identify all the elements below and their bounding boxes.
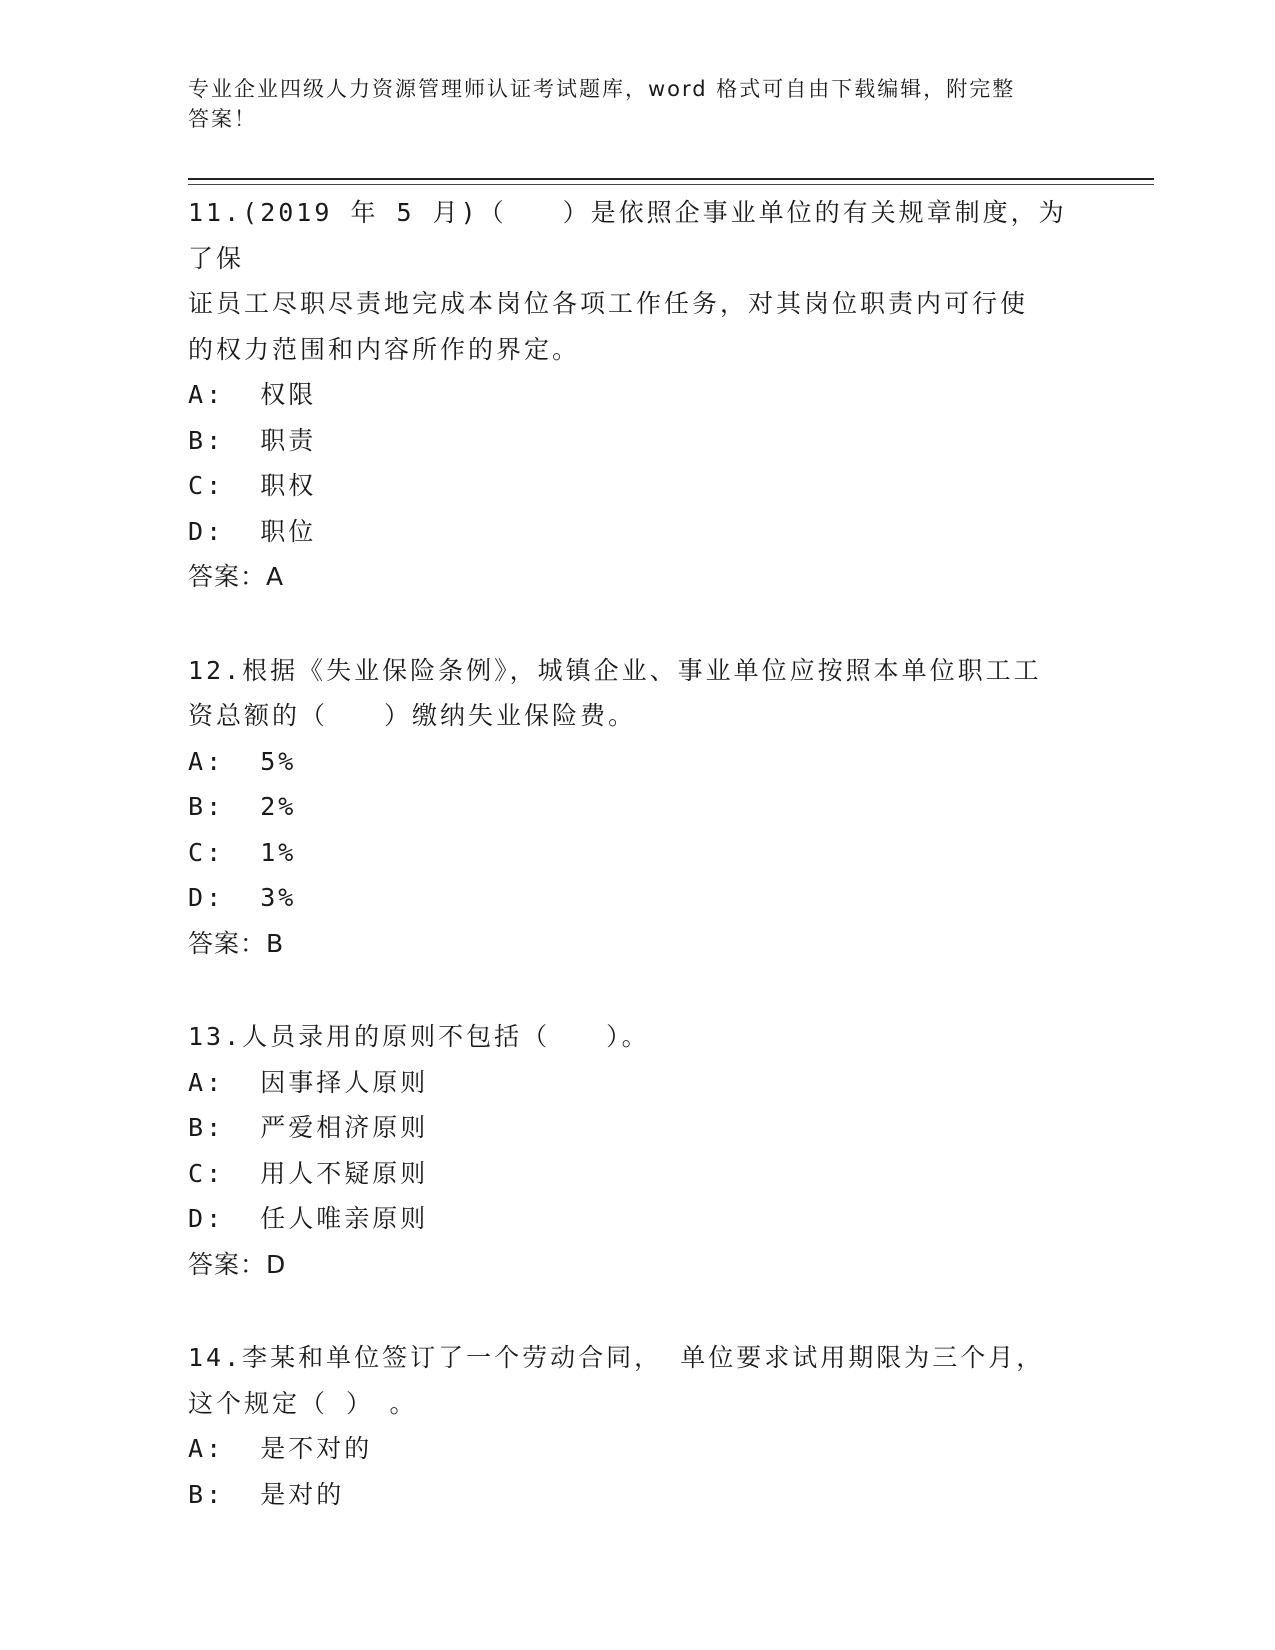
- option-key: D: [188, 883, 207, 912]
- option-text: 2%: [260, 792, 297, 821]
- option-text: 权限: [260, 380, 317, 409]
- option-key: B: [188, 425, 207, 455]
- option-b: B: 是对的: [188, 1479, 345, 1509]
- question-11: [188, 190, 1088, 600]
- stem-line: 12.根据《失业保险条例》，城镇企业、事业单位应按照本单位职工工: [188, 655, 1042, 685]
- option-b: B: 职责: [188, 425, 317, 455]
- option-text: 因事择人原则: [260, 1067, 429, 1097]
- option-text: 职权: [260, 471, 317, 500]
- option-text: 5%: [260, 746, 297, 776]
- option-c: C: 1%: [188, 837, 297, 867]
- option-text: 1%: [260, 837, 297, 867]
- option-a: A: 是不对的: [188, 1434, 373, 1463]
- option-c: C: 职权: [188, 471, 317, 500]
- option-key: B: [188, 1113, 207, 1142]
- option-b: B: 2%: [188, 792, 297, 821]
- option-d: D: 任人唯亲原则: [188, 1204, 429, 1233]
- question-stem: [188, 1014, 1088, 1060]
- question-12: [188, 648, 1088, 967]
- option-text: 用人不疑原则: [260, 1158, 429, 1188]
- option-text: 3%: [260, 883, 297, 912]
- answer-line: 答案：D: [188, 1249, 287, 1279]
- option-key: C: [188, 837, 207, 867]
- option-key: A: [188, 1067, 207, 1097]
- option-a: A: 权限: [188, 380, 317, 409]
- answer-line: 答案：A: [188, 562, 285, 591]
- question-13: [188, 1014, 1088, 1287]
- option-key: D: [188, 1204, 207, 1233]
- option-a: A: 因事择人原则: [188, 1067, 429, 1097]
- stem-line: 14.李某和单位签订了一个劳动合同， 单位要求试用期限为三个月，: [188, 1343, 1045, 1372]
- question-stem: [188, 1335, 1088, 1426]
- stem-line: 资总额的（ ）缴纳失业保险费。: [188, 701, 637, 730]
- option-key: B: [188, 792, 207, 821]
- option-b: B: 严爱相济原则: [188, 1113, 429, 1142]
- option-key: C: [188, 1158, 207, 1188]
- option-key: A: [188, 1434, 207, 1463]
- header-line-1: 专业企业四级人力资源管理师认证考试题库，word 格式可自由下载编辑，附完整: [188, 77, 1016, 101]
- stem-line: 13.人员录用的原则不包括（ ）。: [188, 1022, 650, 1051]
- option-d: D: 职位: [188, 516, 317, 546]
- option-text: 严爱相济原则: [260, 1113, 429, 1142]
- option-text: 职位: [260, 516, 317, 546]
- header-divider-thick: [188, 178, 1154, 180]
- stem-line: 证员工尽职尽责地完成本岗位各项工作任务，对其岗位职责内可行使: [188, 289, 1029, 318]
- option-d: D: 3%: [188, 883, 297, 912]
- question-stem: [188, 190, 1088, 372]
- option-c: C: 用人不疑原则: [188, 1158, 429, 1188]
- option-key: A: [188, 380, 207, 409]
- stem-line: 11.(2019 年 5 月)（ ）是依照企事业单位的有关规章制度，为了保: [188, 198, 1067, 273]
- header-divider-thin: [188, 184, 1154, 185]
- stem-line: 这个规定（ ） 。: [188, 1388, 418, 1418]
- document-header: [188, 74, 1068, 134]
- option-key: B: [188, 1479, 207, 1509]
- option-text: 是不对的: [260, 1434, 373, 1463]
- option-key: A: [188, 746, 207, 776]
- stem-line: 的权力范围和内容所作的界定。: [188, 334, 581, 364]
- option-key: C: [188, 471, 207, 500]
- header-line-2: 答案！: [188, 107, 257, 131]
- answer-line: 答案：B: [188, 928, 285, 958]
- option-text: 是对的: [260, 1479, 345, 1509]
- option-text: 任人唯亲原则: [260, 1204, 429, 1233]
- question-list: [188, 190, 1088, 1565]
- option-a: A: 5%: [188, 746, 297, 776]
- question-stem: [188, 648, 1088, 739]
- option-text: 职责: [260, 425, 317, 455]
- question-14: [188, 1335, 1088, 1517]
- option-key: D: [188, 516, 207, 546]
